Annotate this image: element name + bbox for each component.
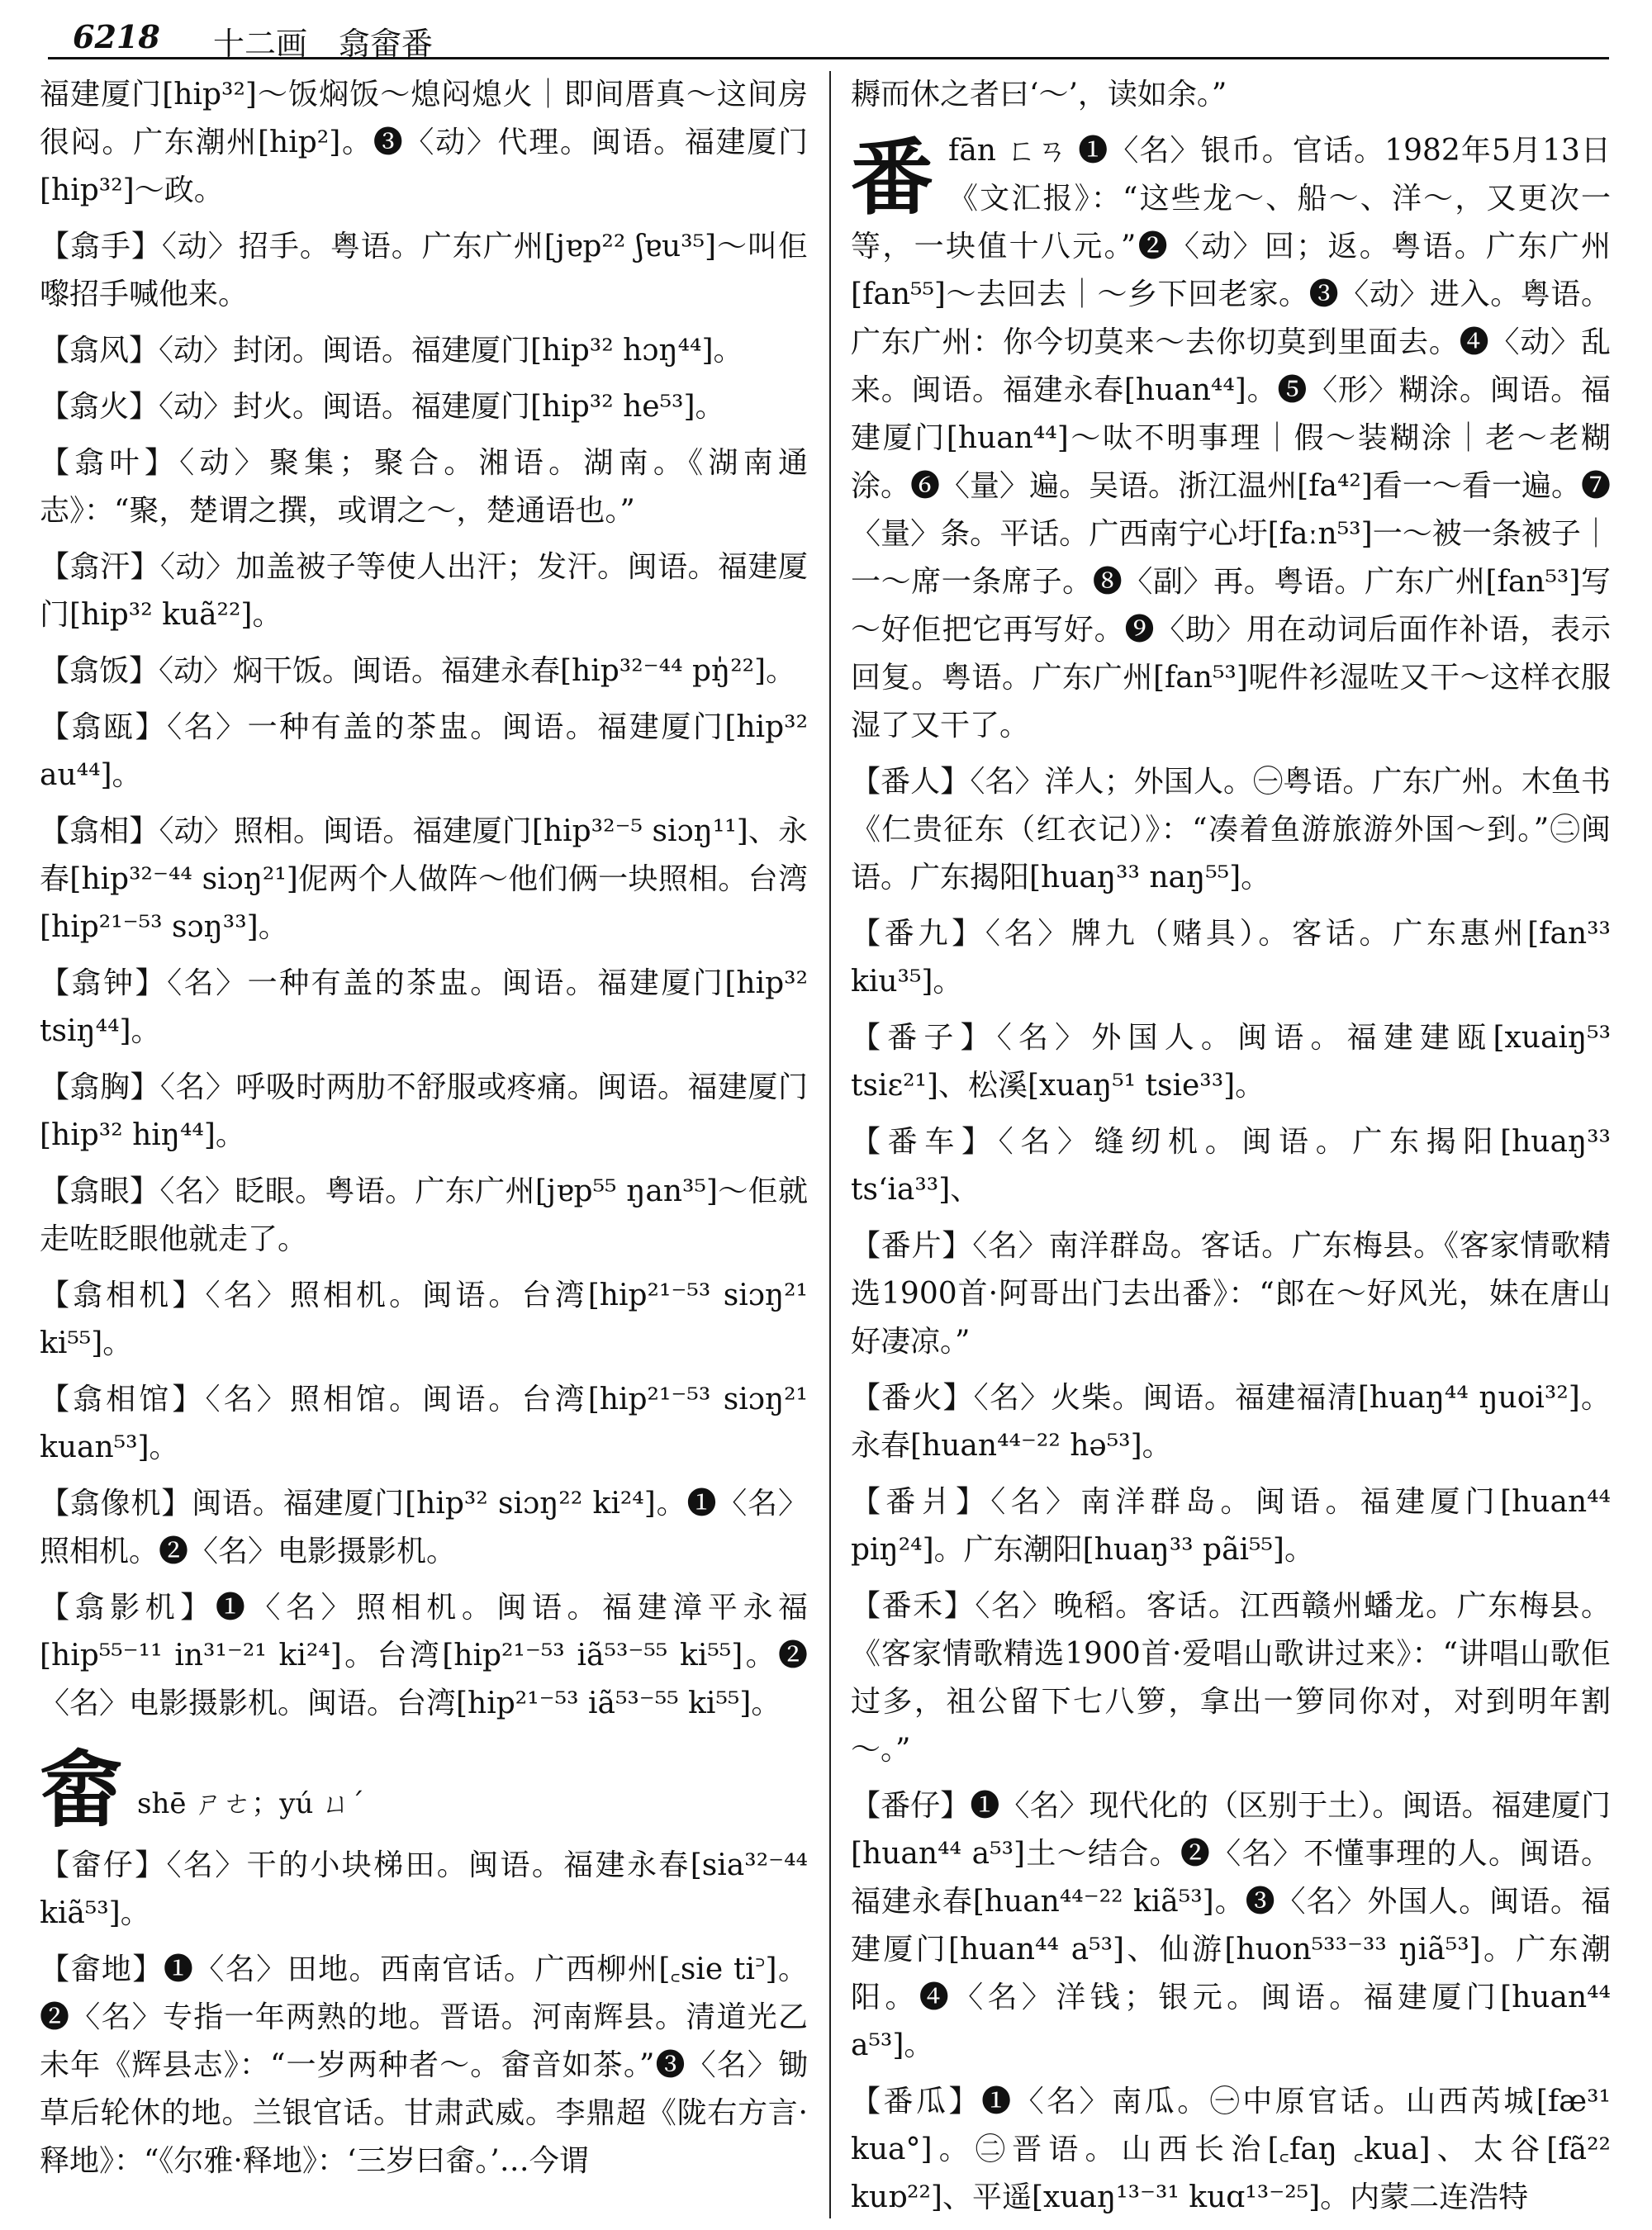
dict-entry: 【翕钟】〈名〉一种有盖的茶盅。闽语。福建厦门[hip³² tsiŋ⁴⁴]。 (40, 966, 808, 1048)
dict-entry: 【番爿】〈名〉南洋群岛。闽语。福建厦门[huan⁴⁴ piŋ²⁴]。广东潮阳[huaŋ³³ pãi⁵⁵]。 (851, 1485, 1611, 1567)
dict-entry: 【番车】〈名〉缝纫机。闽语。广东揭阳[huaŋ³³ ts‘ia³³]、 (851, 1125, 1611, 1207)
continuation-text: 耨而休之者曰‘～’，读如余。” (851, 78, 1227, 112)
right-column (851, 71, 1611, 2218)
dict-entry: 【番瓜】❶〈名〉南瓜。㊀中原官话。山西芮城[fæ³¹ kua°]。㊁晋语。山西长治[꜀faŋ ꜀kua]、太谷[fã²² kuɒ²²]、平遥[xuaŋ¹³⁻³¹ kuɑ¹³⁻²⁵]。内蒙二连浩特 (851, 2085, 1611, 2214)
dict-entry: 【番火】〈名〉火柴。闽语。福建福清[huaŋ⁴⁴ ŋuoi³²]。永春[huan⁴⁴⁻²² hə⁵³]。 (851, 1381, 1611, 1463)
dict-entry: 【番九】〈名〉牌九（赌具）。客话。广东惠州[fan³³ kiu³⁵]。 (851, 917, 1611, 999)
dict-entry: 【番仔】❶〈名〉现代化的（区别于土）。闽语。福建厦门[huan⁴⁴ a⁵³]土～结合。❷〈名〉不懂事理的人。闽语。福建永春[huan⁴⁴⁻²² kiã⁵³]。❸〈名〉外国人。闽语。福建厦门[huan⁴⁴ a⁵³]、仙游[huon⁵³³⁻³³ ŋiã⁵³]。广东潮阳。❹〈名〉洋钱；银元。闽语。福建厦门[huan⁴⁴ a⁵³]。 (851, 1789, 1611, 2062)
dict-entry: 【翕胸】〈名〉呼吸时两肋不舒服或疼痛。闽语。福建厦门[hip³² hiŋ⁴⁴]。 (40, 1070, 808, 1152)
dict-entry: 【翕相馆】〈名〉照相馆。闽语。台湾[hip²¹⁻⁵³ siɔŋ²¹ kuan⁵³]。 (40, 1383, 808, 1464)
headword-fan (851, 127, 1611, 750)
headword-char: 畲 (40, 1741, 122, 1839)
page-title: 十二画 翕畲番 (213, 26, 434, 62)
dict-entry: 【翕汗】〈动〉加盖被子等使人出汗；发汗。闽语。福建厦门[hip³² kuã²²]。 (40, 550, 808, 632)
headword-char: 番 (851, 129, 933, 226)
dict-entry: 【翕像机】闽语。福建厦门[hip³² siɔŋ²² ki²⁴]。❶〈名〉照相机。❷〈名〉电影摄影机。 (40, 1487, 808, 1568)
column-divider (829, 71, 831, 2218)
dict-entry: 【翕饭】〈动〉焖干饭。闽语。福建永春[hip³²⁻⁴⁴ pŋ̍²²]。 (40, 654, 796, 688)
dict-entry: 【畲地】❶〈名〉田地。西南官话。广西柳州[꜀sie ti꜄]。❷〈名〉专指一年两熟的地。晋语。河南辉县。清道光乙未年《辉县志》：“一岁两种者～。畲音如茶。”❸〈名〉锄草后轮休的地。兰银官话。甘肃武威。李鼎超《陇右方言·释地》：“《尔雅·释地》：‘三岁曰畲。’…今谓 (40, 1952, 808, 2178)
dict-entry: 【翕影机】❶〈名〉照相机。闽语。福建漳平永福[hip⁵⁵⁻¹¹ in³¹⁻²¹ ki²⁴]。台湾[hip²¹⁻⁵³ iã⁵³⁻⁵⁵ ki⁵⁵]。❷〈名〉电影摄影机。闽语。台湾[hip²¹⁻⁵³ iã⁵³⁻⁵⁵ ki⁵⁵]。 (40, 1591, 808, 1720)
header-rule (48, 57, 1609, 59)
dict-entry: 【番片】〈名〉南洋群岛。客话。广东梅县。《客家情歌精选1900首·阿哥出门去出番》：“郎在～好风光，妹在唐山好凄凉。” (851, 1229, 1611, 1359)
dict-entry: 【番子】〈名〉外国人。闽语。福建建瓯[xuaiŋ⁵³ tsiɛ²¹]、松溪[xuaŋ⁵¹ tsie³³]。 (851, 1021, 1611, 1103)
dict-entry: 【翕相机】〈名〉照相机。闽语。台湾[hip²¹⁻⁵³ siɔŋ²¹ ki⁵⁵]。 (40, 1279, 808, 1360)
headword-definition: fān ㄈㄢ ❶〈名〉银币。官话。1982年5月13日《文汇报》：“这些龙～、船～、洋～，又更次一等，一块值十八元。”❷〈动〉回；返。粤语。广东广州[fan⁵⁵]～去回去｜～乡下回老家。❸〈动〉进入。粤语。广东广州：你今切莫来～去你切莫到里面去。❹〈动〉乱来。闽语。福建永春[huan⁴⁴]。❺〈形〉糊涂。闽语。福建厦门[huan⁴⁴]～呔不明事理｜假～装糊涂｜老～老糊涂。❻〈量〉遍。吴语。浙江温州[fa⁴²]看一～看一遍。❼〈量〉条。平话。广西南宁心圩[faːn⁵³]一～被一条被子｜一～席一条席子。❽〈副〉再。粤语。广东广州[fan⁵³]写～好佢把它再写好。❾〈助〉用在动词后面作补语，表示回复。粤语。广东广州[fan⁵³]呢件衫湿咗又干～这样衣服湿了又干了。 (851, 134, 1611, 743)
left-column (40, 71, 808, 2218)
continuation-text: 福建厦门[hip³²]～饭焖饭～熄闷熄火｜即间厝真～这间房很闷。广东潮州[hip²]。❸〈动〉代理。闽语。福建厦门[hip³²]～政。 (40, 78, 808, 207)
dict-entry: 【翕相】〈动〉照相。闽语。福建厦门[hip³²⁻⁵ siɔŋ¹¹]、永春[hip³²⁻⁴⁴ siɔŋ²¹]伲两个人做阵～他们俩一块照相。台湾[hip²¹⁻⁵³ sɔŋ³³]。 (40, 814, 808, 944)
dict-entry: 【翕眼】〈名〉眨眼。粤语。广东广州[jɐp⁵⁵ ŋan³⁵]～佢就走咗眨眼他就走了。 (40, 1174, 808, 1256)
page-header (48, 15, 1609, 62)
dict-entry: 【番人】〈名〉洋人；外国人。㊀粤语。广东广州。木鱼书《仁贵征东（红衣记）》：“凑着鱼游旅游外国～到。”㊁闽语。广东揭阳[huaŋ³³ naŋ⁵⁵]。 (851, 765, 1611, 894)
dict-entry: 【翕风】〈动〉封闭。闽语。福建厦门[hip³² hɔŋ⁴⁴]。 (40, 334, 743, 368)
dict-entry: 【翕瓯】〈名〉一种有盖的茶盅。闽语。福建厦门[hip³² au⁴⁴]。 (40, 710, 808, 792)
headword-she (40, 1741, 808, 1839)
page-number: 6218 (73, 18, 160, 55)
headword-pinyin: shē ㄕㄜ；yú ㄩˊ (137, 1787, 365, 1820)
dict-entry: 【畲仔】〈名〉干的小块梯田。闽语。福建永春[sia³²⁻⁴⁴ kiã⁵³]。 (40, 1848, 808, 1930)
dict-entry: 【翕火】〈动〉封火。闽语。福建厦门[hip³² he⁵³]。 (40, 390, 725, 424)
dict-entry: 【番禾】〈名〉晚稻。客话。江西赣州蟠龙。广东梅县。《客家情歌精选1900首·爱唱山歌讲过来》：“讲唱山歌佢过多，祖公留下七八箩，拿出一箩同你对，对到明年割～。” (851, 1589, 1611, 1767)
dict-entry: 【翕叶】〈动〉聚集；聚合。湘语。湖南。《湖南通志》：“聚，楚谓之撰，或谓之～，楚通语也。” (40, 446, 808, 528)
dict-entry: 【翕手】〈动〉招手。粤语。广东广州[jɐp²² ʃɐu³⁵]～叫佢嚟招手喊他来。 (40, 230, 808, 311)
